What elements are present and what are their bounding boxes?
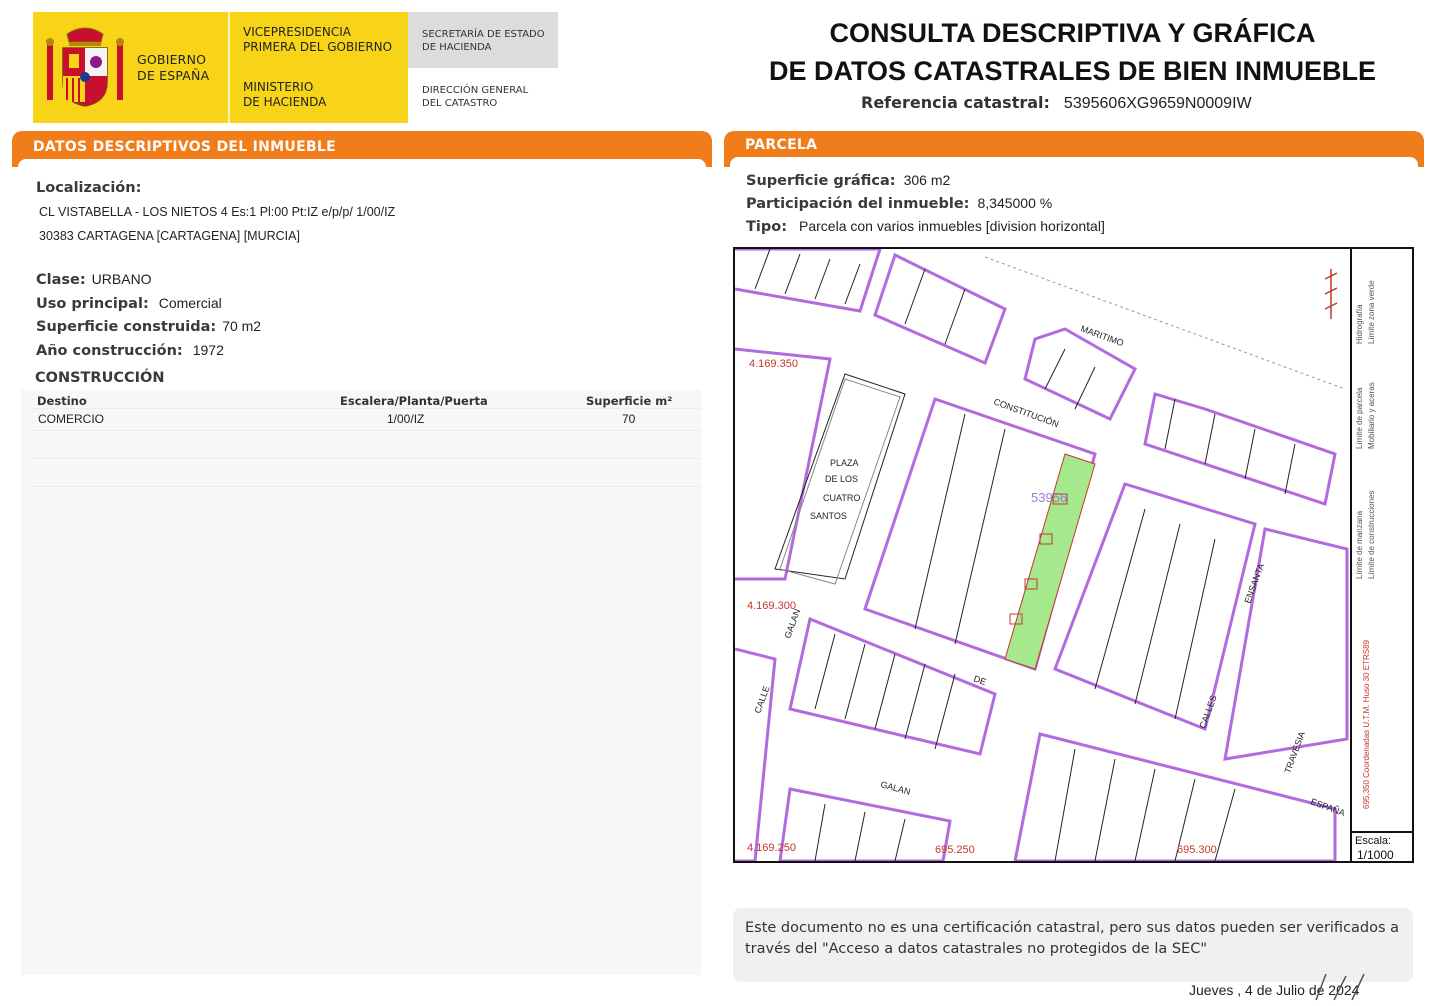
cell-superficie: 70 [622,412,636,426]
clase-value: URBANO [91,271,152,287]
uso-principal-value: Comercial [158,295,222,311]
referencia-catastral [861,93,1252,113]
clase-field [36,269,152,288]
street-calles: CALLES [1197,693,1219,730]
tipo-value: Parcela con varios inmuebles [division horizontal] [799,218,1105,234]
clase-label: Clase: [36,272,86,288]
document-date: Jueves , 4 de Julio de 2024 [1189,982,1360,998]
parcel-reference-label: 53956 [1031,490,1068,505]
construccion-title: CONSTRUCCIÓN [35,370,165,386]
anio-construccion-label: Año construcción: [36,343,183,359]
superficie-construida-field [36,316,261,335]
tipo-label: Tipo: [746,219,788,235]
street-calle: CALLE [752,684,772,715]
plaza-label: DE LOS [825,474,859,484]
table-rule [31,458,701,459]
participacion-label: Participación del inmueble: [746,196,970,212]
superficie-construida-value: 70 m2 [222,318,262,334]
cell-escalera-planta-puerta: 1/00/IZ [387,412,425,426]
vicepresidencia-label: VICEPRESIDENCIA PRIMERA DEL GOBIERNO [243,25,393,54]
localizacion-label: Localización: [36,180,142,196]
referencia-value: 5395606XG9659N0009IW [1063,95,1252,112]
bar-underlay-right [730,157,1418,167]
disclaimer-note: Este documento no es una certificación catastral, pero sus datos pueden ser verificados a través del "Acceso a datos catastrales no protegidos de la SEC" [733,908,1413,982]
coord-east: 695.250 [935,844,975,856]
legend-hidrografia: Hidrografía [1355,304,1364,344]
table-rule [31,408,701,409]
secretaria-label: SECRETARÍA DE ESTADO DE HACIENDA [422,29,545,53]
coord-east: 695.300 [1177,844,1217,856]
street-constitucion: CONSTITUCIÓN [992,396,1061,430]
legend-mobiliario: Mobiliario y aceras [1367,382,1376,449]
legend-divider [1350,249,1352,861]
legend-coordinates: 695,350 Coordenadas U.T.M. Huso 30 ETRS89 [1362,640,1371,809]
gobierno-de-espana-label: GOBIERNO DE ESPAÑA [137,52,210,83]
plaza-label: SANTOS [810,511,847,521]
localizacion-city: 30383 CARTAGENA [CARTAGENA] [MURCIA] [39,229,300,243]
legend-manzana: Límite de manzana [1355,510,1364,579]
plaza-label: CUATRO [823,493,861,503]
coord-north: 4.169.250 [747,842,796,854]
superficie-construida-label: Superficie construida: [36,319,217,335]
superficie-grafica-value: 306 m2 [903,172,951,188]
gobierno-logo-block [33,12,408,123]
plaza-label: PLAZA [830,458,859,468]
scale-value: 1/1000 [1357,848,1394,862]
north-arrow-icon [1325,269,1337,319]
participacion-field [746,193,1052,212]
scale-label: Escala: [1355,835,1392,847]
construccion-table [21,390,701,975]
table-rule [31,486,701,487]
coastline [985,257,1345,389]
legend-parcela: Límite de parcela [1355,387,1364,449]
page-title: CONSULTA DESCRIPTIVA Y GRÁFICA DE DATOS CATASTRALES DE BIEN INMUEBLE [768,18,1377,86]
anio-construccion-value: 1972 [192,342,224,358]
participacion-value: 8,345000 % [977,195,1053,211]
scale-box [1352,831,1414,861]
anio-construccion-field [36,340,224,359]
highlighted-parcel [1005,454,1095,669]
building-lines [755,249,1295,861]
map-drawing [735,249,1350,861]
street-de: DE [972,673,988,688]
header-destino: Destino [37,394,87,408]
street-travesia: TRAVESIA [1282,730,1307,775]
bar-underlay [18,159,706,169]
table-rule [31,430,701,431]
referencia-label: Referencia catastral: [861,93,1050,112]
uso-principal-field [36,293,222,312]
header-superficie: Superficie m² [586,394,673,408]
street-ensanta: ENSANTA [1242,561,1267,605]
header-escalera-planta-puerta: Escalera/Planta/Puerta [340,394,488,408]
street-galan: GALAN [782,607,803,640]
localizacion-address: CL VISTABELLA - LOS NIETOS 4 Es:1 Pl:00 Pt:IZ e/p/p/ 1/00/IZ [39,205,396,219]
direccion-general-label: DIRECCIÓN GENERAL DEL CATASTRO [422,85,529,109]
ministerio-label: MINISTERIO DE HACIENDA [243,80,327,109]
parcela-title: PARCELA [745,137,818,153]
legend-construcciones: Límite de construcciones [1367,490,1376,579]
logo-divider [228,12,230,123]
coat-of-arms-icon [45,24,125,110]
street-espana: ESPAÑA [1309,796,1347,819]
uso-principal-label: Uso principal: [36,296,149,312]
cadastral-map [733,247,1414,863]
coord-north: 4.169.300 [747,600,796,612]
street-maritimo: MARITIMO [1079,323,1126,349]
signature-mark-icon [1312,970,1372,1002]
coord-north: 4.169.350 [749,358,798,370]
datos-descriptivos-title: DATOS DESCRIPTIVOS DEL INMUEBLE [33,139,336,155]
tipo-field [746,216,1105,235]
legend-zona-verde: Límite zona verde [1367,280,1376,344]
cell-destino: COMERCIO [38,412,104,426]
superficie-grafica-field [746,170,950,189]
street-galan-2: GALAN [879,779,912,797]
superficie-grafica-label: Superficie gráfica: [746,173,896,189]
